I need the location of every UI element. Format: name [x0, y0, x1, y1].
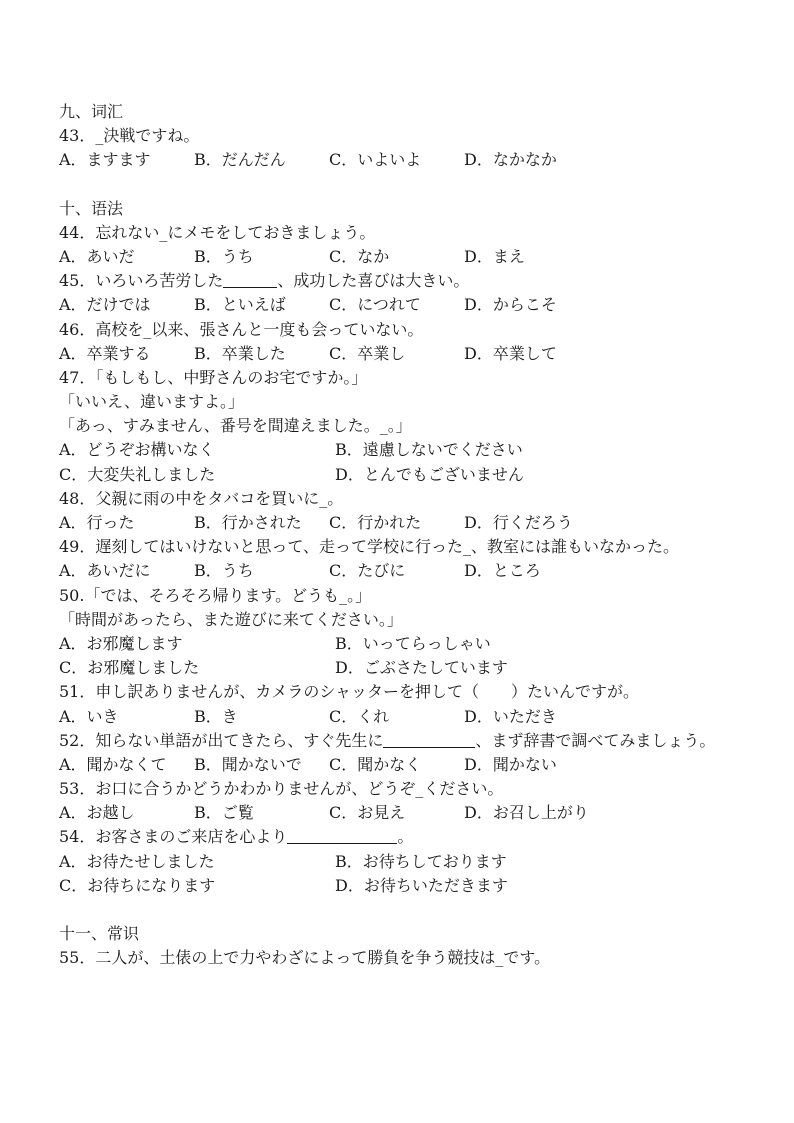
question-52-stem-start: 52．知らない単語が出てきたら、すぐ先生に — [59, 730, 384, 750]
question-52-stem — [59, 729, 739, 753]
question-52-options — [59, 753, 739, 777]
question-54-options-cd — [59, 874, 739, 898]
option-d: D．行くだろう — [464, 513, 573, 532]
question-47-options-cd — [59, 463, 739, 487]
section-grammar-heading: 十、语法 — [59, 198, 124, 218]
document-page — [59, 100, 739, 970]
question-47-dialogue-line: 「あっ、すみません、番号を間違えました。_。」 — [59, 416, 412, 436]
question-53-options — [59, 801, 739, 825]
question-44-options — [59, 245, 739, 269]
question-51-stem: 51．申し訳ありませんが、カメラのシャッターを押して（ ）たいんですが。 — [59, 682, 640, 702]
question-50-options-cd — [59, 656, 739, 680]
question-45-stem-end: 、成功した喜びは大きい。 — [277, 271, 470, 291]
option-b: B．うち — [194, 561, 254, 581]
option-d: D．お待ちいただきます — [335, 875, 508, 895]
option-d: D．聞かない — [464, 754, 557, 774]
question-50-options-ab — [59, 632, 739, 656]
question-54-stem-start: 54．お客さまのご来店を心より — [59, 827, 288, 847]
option-c: C．卒業し — [329, 343, 406, 363]
question-47-dialogue-line: 「いいえ、違いますよ。」 — [59, 392, 244, 412]
question-54-stem-end: 。 — [397, 827, 414, 847]
option-b: B．ご覧 — [194, 803, 254, 823]
option-d: D．卒業して — [464, 343, 557, 363]
question-54-options-ab — [59, 850, 739, 874]
option-b: B．いってらっしゃい — [335, 633, 491, 653]
question-46-stem: 46．高校を_以来、張さんと一度も会っていない。 — [59, 319, 424, 339]
question-52-stem-end: 、まず辞書で調べてみましょう。 — [475, 730, 716, 750]
option-d: D．とんでもございません — [335, 464, 524, 484]
answer-blank — [223, 273, 277, 288]
option-a: A．行った — [59, 513, 135, 532]
option-a: A．あいだに — [59, 561, 151, 581]
option-d: D．お召し上がり — [464, 803, 589, 823]
option-a: A．お邪魔します — [59, 633, 183, 653]
question-47-stem: 47．「もしもし、中野さんのお宅ですか。」 — [59, 367, 368, 387]
option-a: A．卒業する — [59, 343, 151, 363]
option-c: C．いよいよ — [329, 150, 422, 170]
question-49-options — [59, 559, 739, 583]
option-a: A．お待たせしました — [59, 851, 215, 871]
question-53-stem: 53．お口に合うかどうかわかりませんが、どうぞ_ください。 — [59, 779, 504, 799]
option-a: A．あいだ — [59, 246, 135, 266]
option-c: C．くれ — [329, 706, 390, 726]
question-48-stem: 48．父親に雨の中をタバコを買いに_。 — [59, 488, 344, 508]
option-b: B．卒業した — [194, 343, 286, 363]
question-43-options — [59, 148, 739, 172]
option-c: C．お待ちになります — [59, 875, 216, 895]
option-c: C．大変失礼しました — [59, 464, 216, 484]
option-b: B．行かされた — [194, 513, 302, 532]
option-a: A．聞かなくて — [59, 754, 167, 774]
question-44-stem: 44．忘れない_にメモをしておきましょう。 — [59, 222, 376, 242]
question-49-stem: 49．遅刻してはいけないと思って、走って学校に行った_、教室には誰もいなかった。 — [59, 537, 680, 557]
answer-blank — [383, 733, 475, 748]
question-46-options — [59, 342, 739, 366]
option-b: B．だんだん — [194, 150, 286, 170]
option-b: B．遠慮しないでください — [335, 440, 523, 460]
question-48-options — [59, 511, 739, 535]
option-d: D．まえ — [464, 246, 525, 266]
question-54-stem — [59, 825, 739, 849]
option-a: A．お越し — [59, 803, 135, 823]
option-b: B．聞かないで — [194, 754, 302, 774]
question-55-stem: 55．二人が、土俵の上で力やわざによって勝負を争う競技は_です。 — [59, 948, 551, 968]
option-c: C．行かれた — [329, 513, 422, 532]
question-45-stem-start: 45．いろいろ苦労した — [59, 271, 224, 291]
option-a: A．どうぞお構いなく — [59, 440, 215, 460]
option-b: B．き — [194, 706, 238, 726]
option-a: A．いき — [59, 706, 119, 726]
question-45-stem — [59, 269, 739, 293]
question-47-options-ab — [59, 438, 739, 462]
option-d: D．からこそ — [464, 295, 557, 315]
option-d: D．なかなか — [464, 150, 557, 170]
option-a: A．だけでは — [59, 295, 151, 315]
section-gap — [59, 173, 739, 197]
section-vocab-heading: 九、词汇 — [59, 102, 124, 121]
question-50-dialogue-line: 「時間があったら、また遊びに来てください。」 — [59, 609, 403, 629]
option-d: D．いただき — [464, 706, 557, 726]
question-50-stem: 50.「では、そろそろ帰ります。どうも_。」 — [59, 585, 372, 605]
option-b: B．うち — [194, 246, 254, 266]
option-d: D．ところ — [464, 561, 541, 581]
section-gap — [59, 898, 739, 922]
option-c: C．たびに — [329, 561, 406, 581]
section-common-heading: 十一、常识 — [59, 924, 140, 944]
option-b: B．といえば — [194, 295, 286, 315]
question-51-options — [59, 705, 739, 729]
option-c: C．につれて — [329, 295, 421, 315]
option-b: B．お待ちしております — [335, 851, 507, 871]
option-a: A．ますます — [59, 150, 151, 170]
question-43-stem: 43．_決戦ですね。 — [59, 126, 200, 146]
option-c: C．お見え — [329, 803, 406, 823]
answer-blank — [287, 829, 397, 844]
option-c: C．聞かなく — [329, 754, 422, 774]
option-c: C．なか — [329, 246, 390, 266]
option-d: D．ごぶさたしています — [335, 658, 508, 678]
option-c: C．お邪魔しました — [59, 658, 200, 678]
question-45-options — [59, 293, 739, 317]
